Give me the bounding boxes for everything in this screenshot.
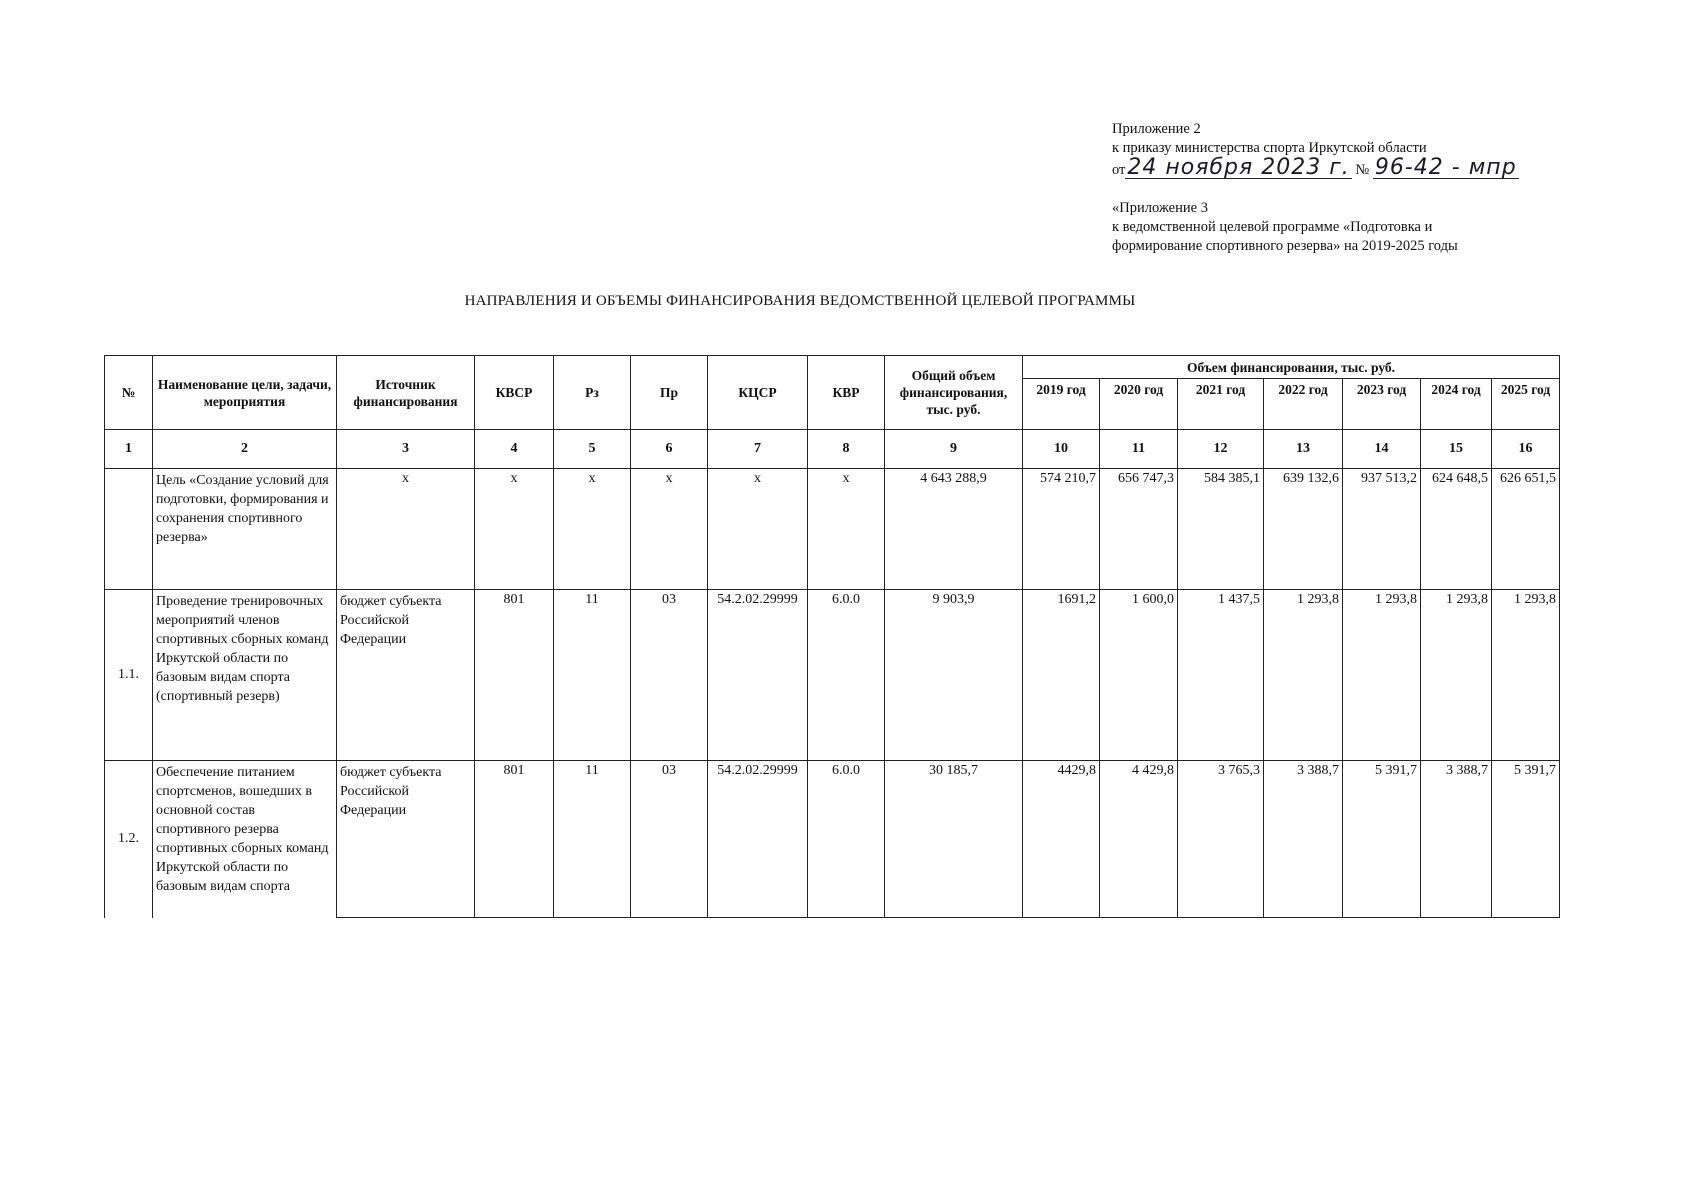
table-row-1-2 xyxy=(105,761,1560,918)
header-year-2022: 2022 год xyxy=(1264,379,1343,430)
header-kcsr: КЦСР xyxy=(708,356,808,430)
row-year-2025: 5 391,7 xyxy=(1492,761,1560,918)
row-kvsr: x xyxy=(475,469,554,590)
row-source: бюджет субъекта Российской Федерации xyxy=(337,590,475,761)
header-year-2020: 2020 год xyxy=(1100,379,1178,430)
appendix3-line-1: «Приложение 3 xyxy=(1112,200,1208,216)
col-number: 4 xyxy=(475,430,554,469)
row-kcsr: 54.2.02.29999 xyxy=(708,590,808,761)
row-total: 9 903,9 xyxy=(885,590,1023,761)
row-year-2023: 937 513,2 xyxy=(1343,469,1421,590)
row-total: 4 643 288,9 xyxy=(885,469,1023,590)
from-prefix: от xyxy=(1112,162,1126,178)
header-num: № xyxy=(105,356,153,430)
row-year-2022: 1 293,8 xyxy=(1264,590,1343,761)
row-total: 30 185,7 xyxy=(885,761,1023,918)
col-number: 9 xyxy=(885,430,1023,469)
header-total: Общий объем финансирования, тыс. руб. xyxy=(885,356,1023,430)
row-kcsr: 54.2.02.29999 xyxy=(708,761,808,918)
document-title: НАПРАВЛЕНИЯ И ОБЪЕМЫ ФИНАНСИРОВАНИЯ ВЕДОМСТВЕННОЙ ЦЕЛЕВОЙ ПРОГРАММЫ xyxy=(464,293,1136,309)
appendix-line-2: к приказу министерства спорта Иркутской области xyxy=(1112,140,1427,156)
header-name: Наименование цели, задачи, мероприятия xyxy=(153,356,337,430)
col-number: 10 xyxy=(1023,430,1100,469)
header-year-2024: 2024 год xyxy=(1421,379,1492,430)
header-year-2023: 2023 год xyxy=(1343,379,1421,430)
header-rz: Рз xyxy=(554,356,631,430)
row-name: Проведение тренировочных мероприятий членов спортивных сборных команд Иркутской области по базовым видам спорта (спортивный резерв) xyxy=(153,590,337,761)
row-year-2022: 639 132,6 xyxy=(1264,469,1343,590)
row-year-2024: 624 648,5 xyxy=(1421,469,1492,590)
appendix-header xyxy=(1112,120,1532,256)
row-year-2023: 5 391,7 xyxy=(1343,761,1421,918)
row-year-2019: 4429,8 xyxy=(1023,761,1100,918)
row-year-2021: 3 765,3 xyxy=(1178,761,1264,918)
row-year-2020: 656 747,3 xyxy=(1100,469,1178,590)
row-num: 1.1. xyxy=(105,590,153,761)
appendix3-line-2: к ведомственной целевой программе «Подготовка и xyxy=(1112,219,1433,235)
number-prefix: № xyxy=(1355,162,1370,178)
row-year-2023: 1 293,8 xyxy=(1343,590,1421,761)
row-year-2020: 4 429,8 xyxy=(1100,761,1178,918)
row-year-2019: 574 210,7 xyxy=(1023,469,1100,590)
row-rz: 11 xyxy=(554,590,631,761)
row-pr: x xyxy=(631,469,708,590)
row-kvr: 6.0.0 xyxy=(808,590,885,761)
row-year-2021: 1 437,5 xyxy=(1178,590,1264,761)
table-row-1-1 xyxy=(105,590,1560,761)
row-year-2025: 1 293,8 xyxy=(1492,590,1560,761)
row-year-2020: 1 600,0 xyxy=(1100,590,1178,761)
handwritten-date: 24 ноября 2023 г. xyxy=(1127,155,1350,180)
header-year-2021: 2021 год xyxy=(1178,379,1264,430)
header-pr: Пр xyxy=(631,356,708,430)
appendix-line-1: Приложение 2 xyxy=(1112,121,1201,137)
col-number: 12 xyxy=(1178,430,1264,469)
row-year-2021: 584 385,1 xyxy=(1178,469,1264,590)
row-year-2024: 3 388,7 xyxy=(1421,761,1492,918)
row-kcsr: x xyxy=(708,469,808,590)
header-row-1 xyxy=(105,356,1560,379)
col-number: 8 xyxy=(808,430,885,469)
row-year-2025: 626 651,5 xyxy=(1492,469,1560,590)
appendix-date-number-line xyxy=(1112,155,1532,180)
row-year-2019: 1691,2 xyxy=(1023,590,1100,761)
col-number: 7 xyxy=(708,430,808,469)
row-pr: 03 xyxy=(631,761,708,918)
row-year-2024: 1 293,8 xyxy=(1421,590,1492,761)
col-number: 16 xyxy=(1492,430,1560,469)
financing-table xyxy=(104,355,1560,918)
row-name: Цель «Создание условий для подготовки, формирования и сохранения спортивного резерва» xyxy=(153,469,337,590)
row-source: бюджет субъекта Российской Федерации xyxy=(337,761,475,918)
col-number: 1 xyxy=(105,430,153,469)
col-number: 15 xyxy=(1421,430,1492,469)
row-kvsr: 801 xyxy=(475,761,554,918)
header-year-2019: 2019 год xyxy=(1023,379,1100,430)
col-number: 6 xyxy=(631,430,708,469)
row-rz: x xyxy=(554,469,631,590)
row-num xyxy=(105,469,153,590)
row-num: 1.2. xyxy=(105,761,153,918)
col-number: 2 xyxy=(153,430,337,469)
header-kvr: КВР xyxy=(808,356,885,430)
appendix3-line-3: формирование спортивного резерва» на 2019-2025 годы xyxy=(1112,238,1458,254)
row-kvr: x xyxy=(808,469,885,590)
header-kvsr: КВСР xyxy=(475,356,554,430)
row-source: x xyxy=(337,469,475,590)
col-number: 3 xyxy=(337,430,475,469)
row-kvsr: 801 xyxy=(475,590,554,761)
handwritten-number: 96-42 - мпр xyxy=(1374,155,1517,180)
col-number: 5 xyxy=(554,430,631,469)
col-number: 14 xyxy=(1343,430,1421,469)
row-kvr: 6.0.0 xyxy=(808,761,885,918)
col-number: 11 xyxy=(1100,430,1178,469)
header-volume-group: Объем финансирования, тыс. руб. xyxy=(1023,356,1560,379)
row-year-2022: 3 388,7 xyxy=(1264,761,1343,918)
header-year-2025: 2025 год xyxy=(1492,379,1560,430)
col-number: 13 xyxy=(1264,430,1343,469)
row-rz: 11 xyxy=(554,761,631,918)
row-pr: 03 xyxy=(631,590,708,761)
header-source: Источник финансирования xyxy=(337,356,475,430)
table-row-goal xyxy=(105,469,1560,590)
column-numbers-row xyxy=(105,430,1560,469)
row-name: Обеспечение питанием спортсменов, вошедших в основной состав спортивного резерва спортивных сборных команд Иркутской области по базовым видам спорта xyxy=(153,761,337,918)
